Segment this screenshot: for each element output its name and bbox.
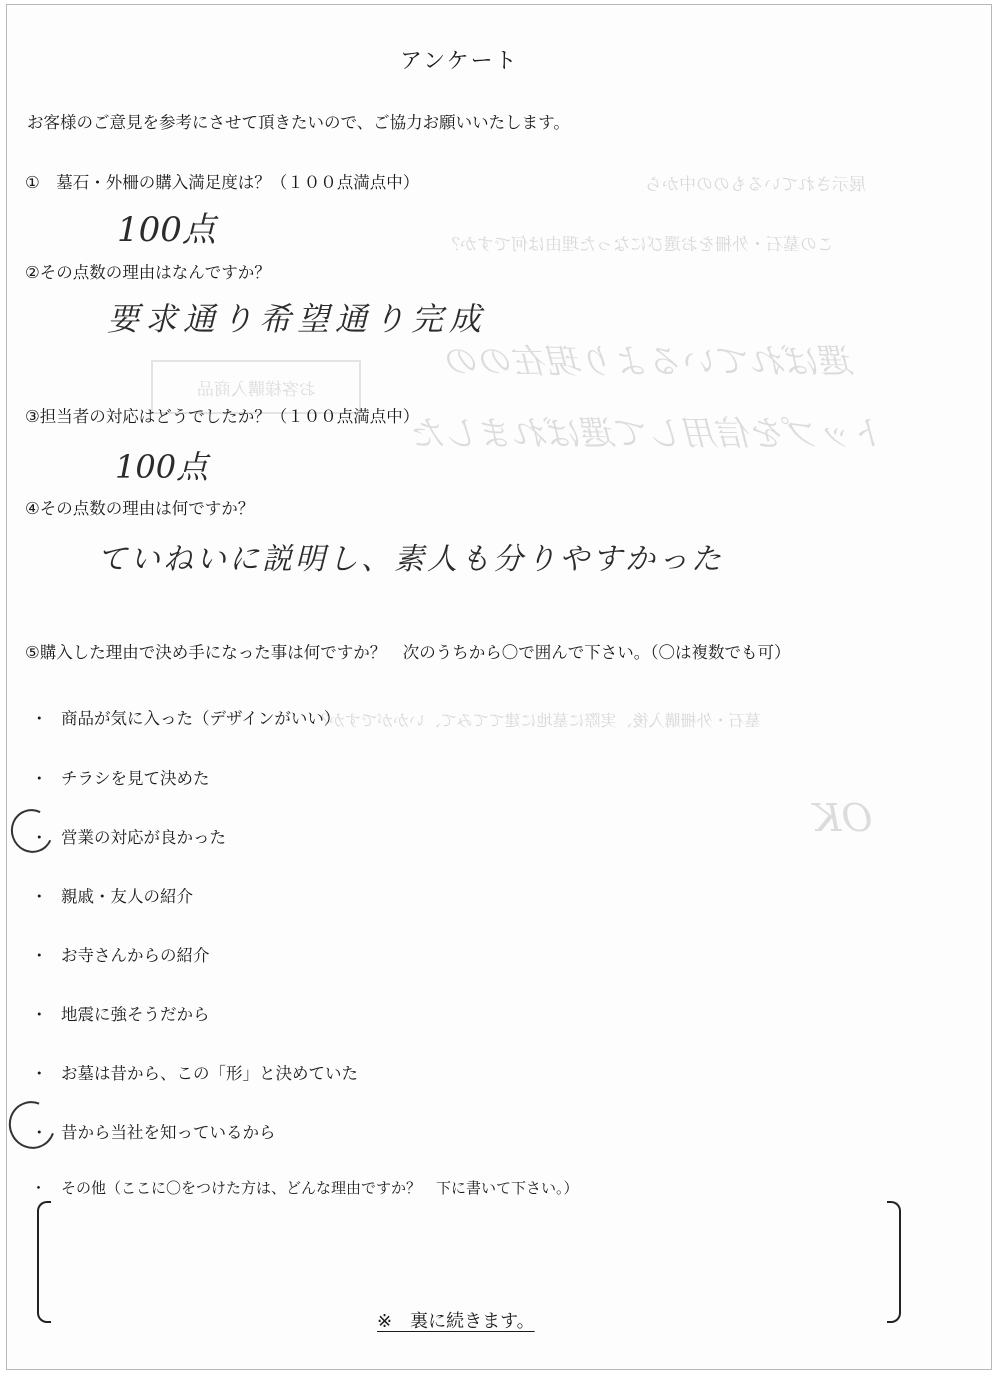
question-3-label: ③担当者の対応はどうでしたか？（１００点満点中） (25, 407, 420, 426)
option-label: 営業の対応が良かった (61, 828, 226, 847)
bleed-through-line-2: この墓石・外柵をお選びになった理由は何ですか？ (443, 235, 834, 255)
option-design (31, 705, 340, 729)
page-title: アンケート (400, 49, 519, 74)
option-bullet: ・ (31, 709, 48, 728)
option-earthquake (31, 1001, 210, 1025)
question-2-label: ②その点数の理由はなんですか？ (25, 263, 271, 282)
question-1-answer: 100点 (117, 210, 216, 250)
option-sales-response (31, 824, 226, 848)
question-4-answer: ていねいに説明し、素人も分りやすかった (97, 542, 724, 577)
circle-mark-sales-response (6, 803, 59, 859)
circle-mark-knew-company (6, 1094, 63, 1157)
option-temple-referral (31, 942, 210, 966)
bleed-through-handwriting-2: トップを信用して選ばれました (413, 414, 888, 454)
option-bullet: ・ (31, 769, 48, 788)
option-label: 昔から当社を知っているから (61, 1123, 276, 1142)
bleed-through-stamp: お客様購入商品 (151, 360, 361, 414)
option-label: その他（ここに〇をつけた方は、どんな理由ですか？ 下に書いて下さい。） (61, 1179, 579, 1197)
other-reason-bracket-left (37, 1201, 51, 1323)
option-knew-company (31, 1119, 276, 1143)
bleed-through-handwriting-1: 選ばれているより現在のの (447, 342, 855, 382)
option-shape-decided (31, 1060, 358, 1084)
option-bullet: ・ (31, 1005, 48, 1024)
option-label: 親戚・友人の紹介 (61, 887, 193, 906)
option-label: 商品が気に入った（デザインがいい） (61, 709, 341, 728)
other-reason-text (63, 1219, 873, 1299)
bleed-through-line-1: 展示されているものの中から (645, 175, 866, 195)
option-label: お寺さんからの紹介 (61, 946, 210, 965)
question-3-answer: 100点 (115, 448, 209, 486)
intro-text: お客様のご意見を参考にさせて頂きたいので、ご協力お願いいたします。 (27, 113, 570, 132)
other-reason-bracket-right (887, 1201, 901, 1323)
bleed-through-handwriting-3: OK (813, 796, 873, 840)
option-bullet: ・ (31, 1123, 48, 1142)
question-4-label: ④その点数の理由は何ですか？ (25, 499, 255, 518)
option-label: チラシを見て決めた (61, 769, 210, 788)
option-bullet: ・ (31, 946, 48, 965)
option-bullet: ・ (31, 887, 48, 906)
question-5-label: ⑤購入した理由で決め手になった事は何ですか？ 次のうちから〇で囲んで下さい。（〇は複数でも可） (25, 643, 791, 662)
option-bullet: ・ (31, 828, 48, 847)
option-label: お墓は昔から、この「形」と決めていた (61, 1064, 358, 1083)
option-relative-referral (31, 883, 193, 907)
continue-note: ※ 裏に続きます。 (377, 1311, 535, 1332)
question-2-answer: 要求通り希望通り完成 (107, 300, 488, 338)
option-bullet: ・ (31, 1064, 48, 1083)
option-bullet: ・ (31, 1179, 47, 1197)
question-1-label: ① 墓石・外柵の購入満足度は？（１００点満点中） (25, 173, 420, 192)
option-other (31, 1177, 579, 1198)
questionnaire-sheet (6, 4, 992, 1370)
bleed-through-line-3: 墓石・外柵購入後、実際に墓地に建ててみて、いかがですか？ (313, 711, 761, 730)
option-flyer (31, 765, 210, 789)
option-label: 地震に強そうだから (61, 1005, 210, 1024)
